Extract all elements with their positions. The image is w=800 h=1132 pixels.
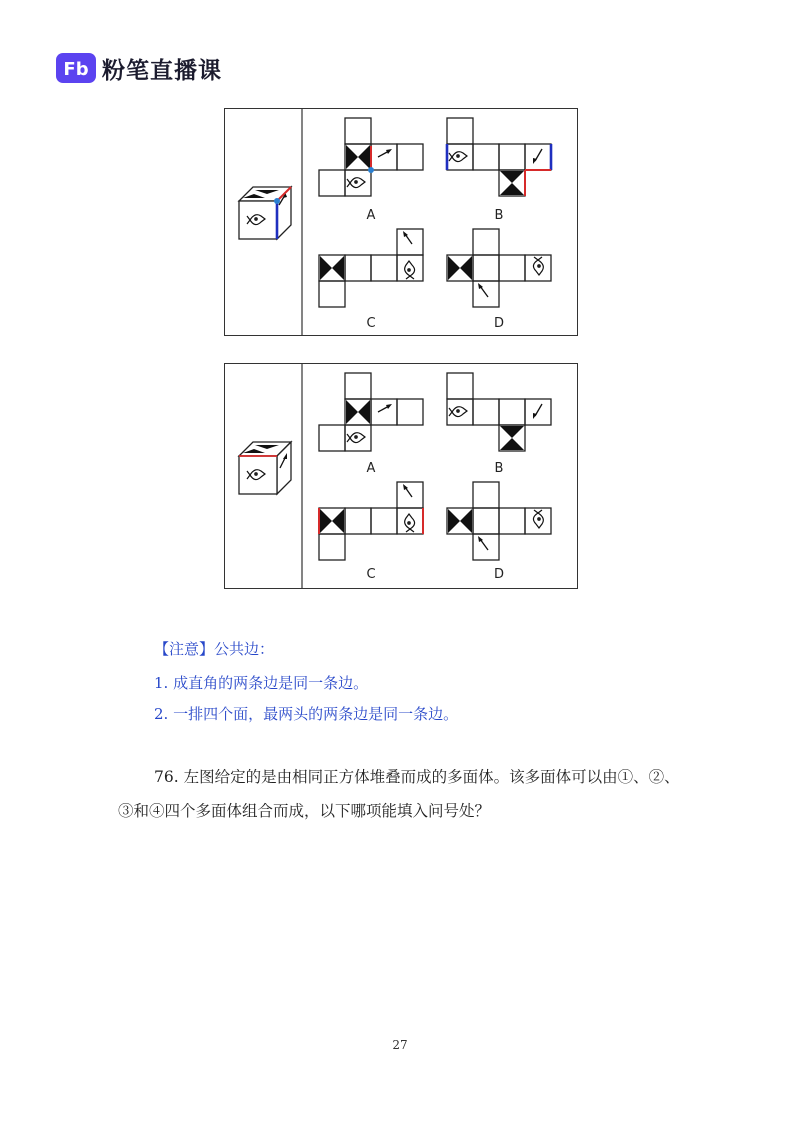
fb-logo-icon bbox=[56, 53, 96, 83]
note-item-1: 1. 成直角的两条边是同一条边。 bbox=[154, 674, 369, 692]
option-c-net bbox=[319, 482, 423, 560]
logo-mark: Fb bbox=[63, 59, 89, 80]
note-title: 【注意】公共边： bbox=[154, 640, 275, 658]
figure1-option-d-label: D bbox=[493, 316, 505, 331]
cube-icon bbox=[239, 187, 291, 239]
option-a-net bbox=[319, 118, 423, 196]
figure-1 bbox=[224, 108, 578, 336]
option-d-net bbox=[447, 229, 551, 307]
figure1-option-c-label: C bbox=[366, 316, 376, 331]
option-a-net bbox=[319, 373, 423, 451]
brand-text: 粉笔直播课 bbox=[102, 57, 222, 84]
figure2-option-b-label: B bbox=[494, 461, 504, 476]
option-b-net bbox=[447, 118, 551, 196]
figure1-option-a-label: A bbox=[366, 208, 376, 223]
figure2-option-d-label: D bbox=[493, 567, 505, 582]
page-number: 27 bbox=[392, 1038, 408, 1052]
brand-logo bbox=[56, 52, 222, 84]
option-d-net bbox=[447, 482, 551, 560]
option-c-net bbox=[319, 229, 423, 307]
option-b-net bbox=[447, 373, 551, 451]
figure-2 bbox=[224, 363, 578, 589]
cube-icon bbox=[239, 442, 291, 494]
figure1-option-b-label: B bbox=[494, 208, 504, 223]
figure2-option-a-label: A bbox=[366, 461, 376, 476]
note-item-2: 2. 一排四个面，最两头的两条边是同一条边。 bbox=[154, 705, 459, 723]
figure2-option-c-label: C bbox=[366, 567, 376, 582]
question-line-2: ③和④四个多面体组合而成，以下哪项能填入问号处？ bbox=[118, 802, 491, 820]
question-line-1: 76. 左图给定的是由相同正方体堆叠而成的多面体。该多面体可以由①、②、 bbox=[154, 768, 680, 786]
